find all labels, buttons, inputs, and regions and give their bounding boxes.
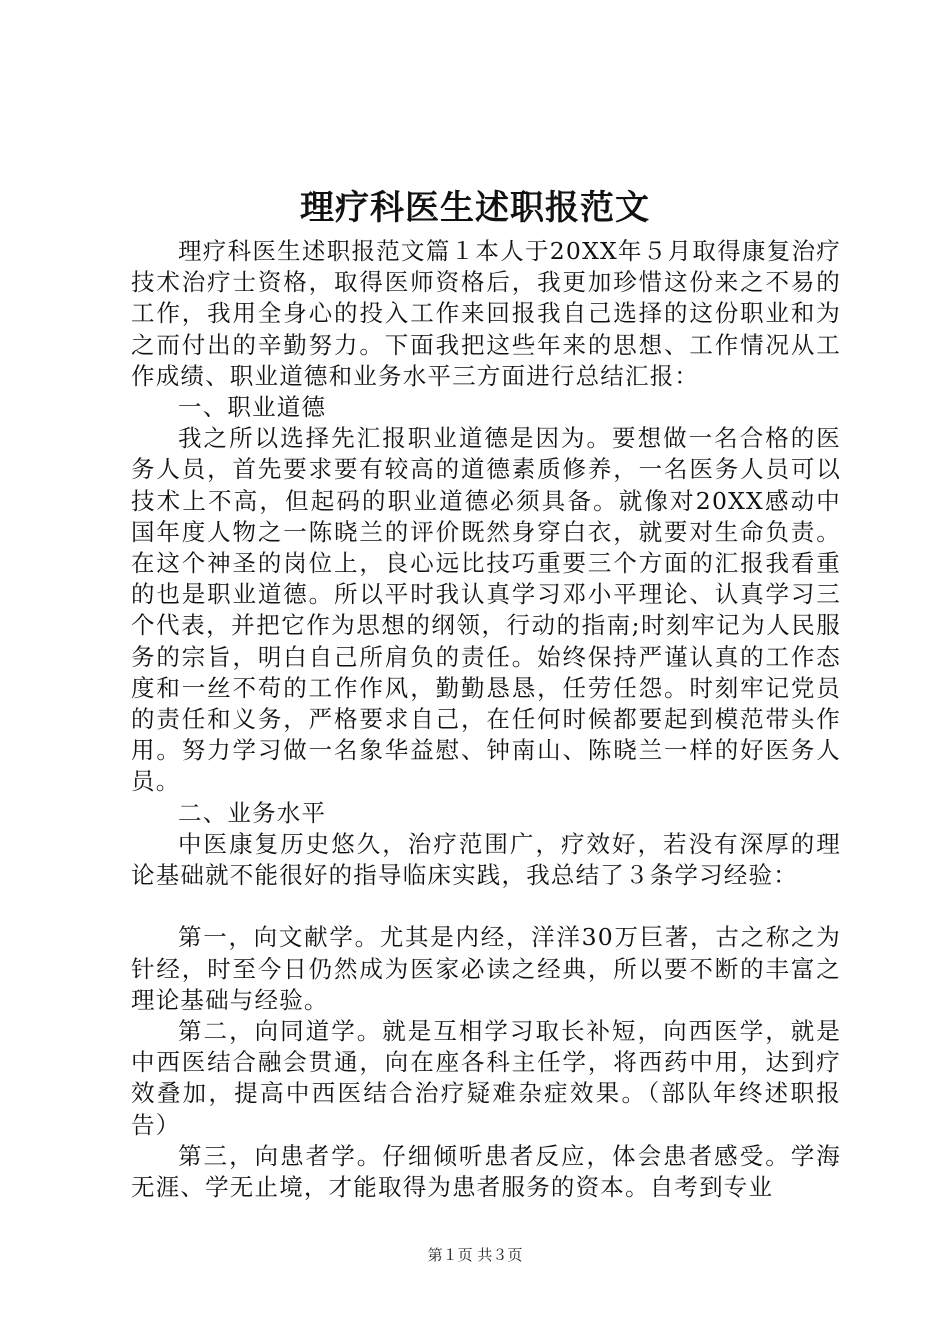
document-body	[131, 236, 841, 1203]
section-heading-professional-level: 二、业务水平	[178, 798, 327, 827]
level-intro-paragraph: 中医康复历史悠久，治疗范围广，疗效好，若没有深厚的理论基础就不能很好的指导临床实践，我总结了３条学习经验：	[131, 829, 841, 890]
document-title: 理疗科医生述职报范文	[300, 188, 650, 228]
ethics-paragraph: 我之所以选择先汇报职业道德是因为。要想做一名合格的医务人员，首先要求要有较高的道德素质修养，一名医务人员可以技术上不高，但起码的职业道德必须具备。就像对20XX感动中国年度人物之一陈晓兰的评价既然身穿白衣，就要对生命负责。在这个神圣的岗位上，良心远比技巧重要三个方面的汇报我看重的也是职业道德。所以平时我认真学习邓小平理论、认真学习三个代表，并把它作为思想的纲领，行动的指南;时刻牢记为人民服务的宗旨，明白自己所肩负的责任。始终保持严谨认真的工作态度和一丝不苟的工作作风，勤勤恳恳，任劳任怨。时刻牢记党员的责任和义务，严格要求自己，在任何时候都要起到模范带头作用。努力学习做一名象华益慰、钟南山、陈晓兰一样的好医务人员。	[131, 424, 841, 796]
learning-point-1: 第一，向文献学。尤其是内经，洋洋30万巨著，古之称之为针经，时至今日仍然成为医家必读之经典，所以要不断的丰富之理论基础与经验。	[131, 923, 841, 1014]
paragraph-spacer	[131, 891, 841, 922]
learning-point-2: 第二，向同道学。就是互相学习取长补短，向西医学，就是中西医结合融会贯通，向在座各科主任学，将西药中用，达到疗效叠加，提高中西医结合治疗疑难杂症效果。（部队年终述职报告）	[131, 1017, 841, 1139]
page-number-footer: 第１页 共３页	[427, 1246, 523, 1264]
learning-point-3: 第三，向患者学。仔细倾听患者反应，体会患者感受。学海无涯、学无止境，才能取得为患者服务的资本。自考到专业	[131, 1141, 841, 1202]
section-heading-professional-ethics: 一、职业道德	[178, 393, 327, 422]
intro-paragraph: 理疗科医生述职报范文篇１本人于20XX年５月取得康复治疗技术治疗士资格，取得医师资格后，我更加珍惜这份来之不易的工作，我用全身心的投入工作来回报我自己选择的这份职业和为之而付出的辛勤努力。下面我把这些年来的思想、工作情况从工作成绩、职业道德和业务水平三方面进行总结汇报：	[131, 237, 841, 390]
